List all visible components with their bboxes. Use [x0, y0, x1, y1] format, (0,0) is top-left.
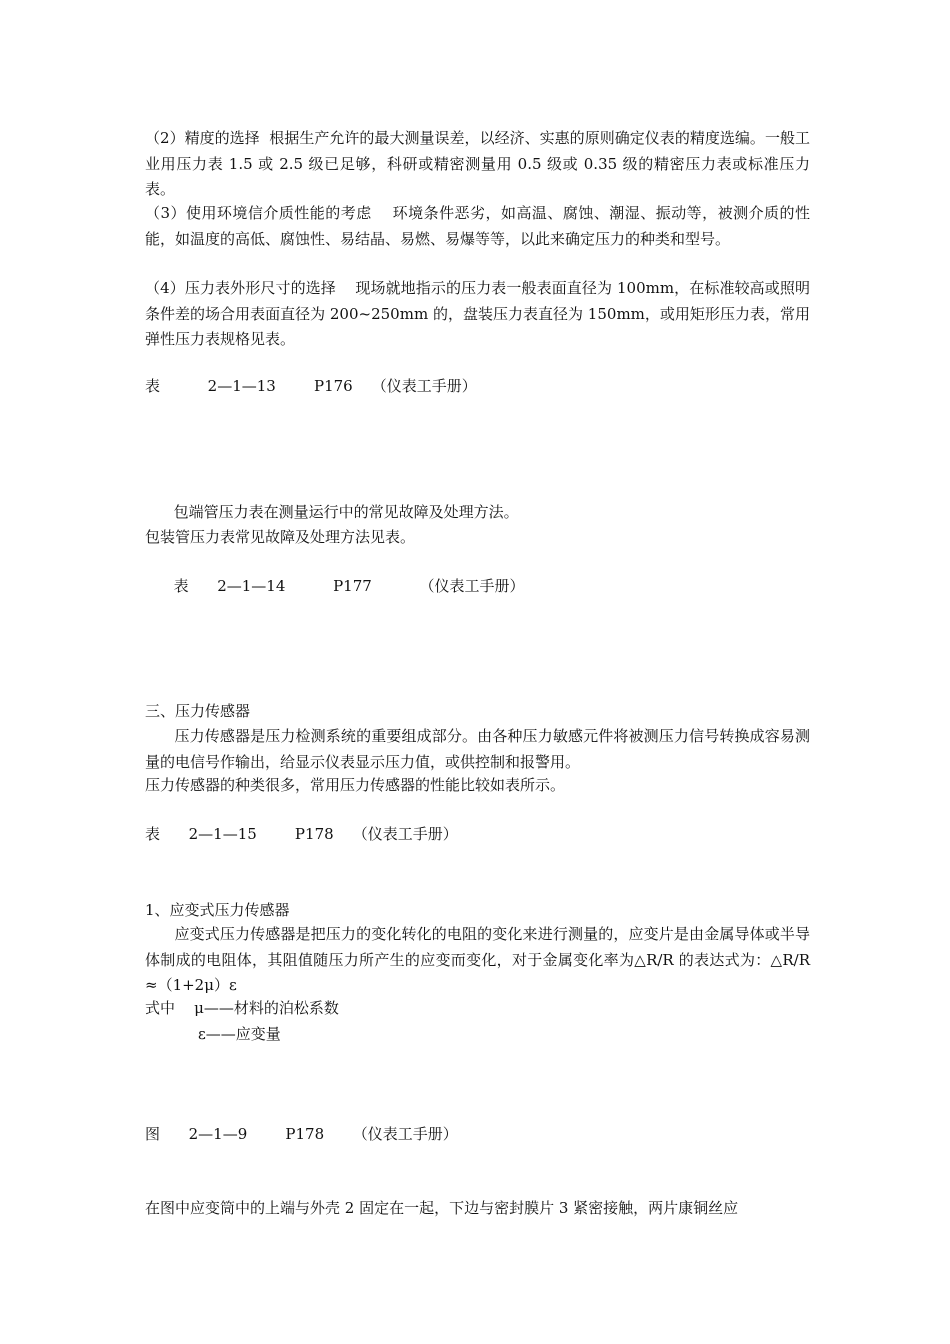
section-title: 三、压力传感器 [145, 702, 251, 720]
paragraph-sensor-intro: 压力传感器是压力检测系统的重要组成部分。由各种压力敏感元件将被测压力信号转换成容易测量的电信号作输出，给显示仪表显示压力值，或供控制和报警用。 [145, 727, 811, 771]
paragraph-bourdon-table: 包装管压力表常见故障及处理方法见表。 [145, 528, 416, 546]
table-reference: 表 2—1—15 P178 （仪表工手册） [145, 825, 458, 843]
formula-legend-epsilon: ε——应变量 [198, 1025, 281, 1043]
paragraph-size: （4）压力表外形尺寸的选择 现场就地指示的压力表一般表面直径为 100mm，在标准较高或照明条件差的场合用表面直径为 200~250mm 的，盘装压力表直径为 150mm，或用矩形压力表，常用弹性压力表规格见表。 [145, 279, 810, 348]
paragraph-strain-gauge: 应变式压力传感器是把压力的变化转化的电阻的变化来进行测量的，应变片是由金属导体或半导体制成的电阻体，其阻值随压力所产生的应变而变化，对于金属变化率为△R/R 的表达式为：△R/R≈（1+2μ）ε [145, 925, 811, 994]
paragraph-figure-description: 在图中应变筒中的上端与外壳 2 固定在一起，下边与密封膜片 3 紧密接触，两片康铜丝应 [145, 1199, 739, 1217]
paragraph-sensor-types: 压力传感器的种类很多，常用压力传感器的性能比较如表所示。 [145, 776, 566, 794]
formula-legend-mu: 式中 μ——材料的泊松系数 [145, 999, 339, 1017]
figure-reference: 图 2—1—9 P178 （仪表工手册） [145, 1125, 458, 1143]
paragraph-precision: （2）精度的选择 根据生产允许的最大测量误差，以经济、实惠的原则确定仪表的精度选编。一般工业用压力表 1.5 或 2.5 级已足够，科研或精密测量用 0.5 级或 0.35 级的精密压力表或标准压力表。 [145, 129, 810, 198]
table-reference: 表 2—1—14 P177 （仪表工手册） [145, 577, 525, 595]
paragraph-bourdon-faults: 包端管压力表在测量运行中的常见故障及处理方法。 [145, 503, 519, 521]
subsection-title: 1、应变式压力传感器 [145, 901, 290, 919]
table-reference: 表 2—1—13 P176 （仪表工手册） [145, 377, 477, 395]
paragraph-environment: （3）使用环境信介质性能的考虑 环境条件恶劣，如高温、腐蚀、潮湿、振动等，被测介质的性能，如温度的高低、腐蚀性、易结晶、易燃、易爆等等，以此来确定压力的种类和型号。 [145, 204, 810, 248]
